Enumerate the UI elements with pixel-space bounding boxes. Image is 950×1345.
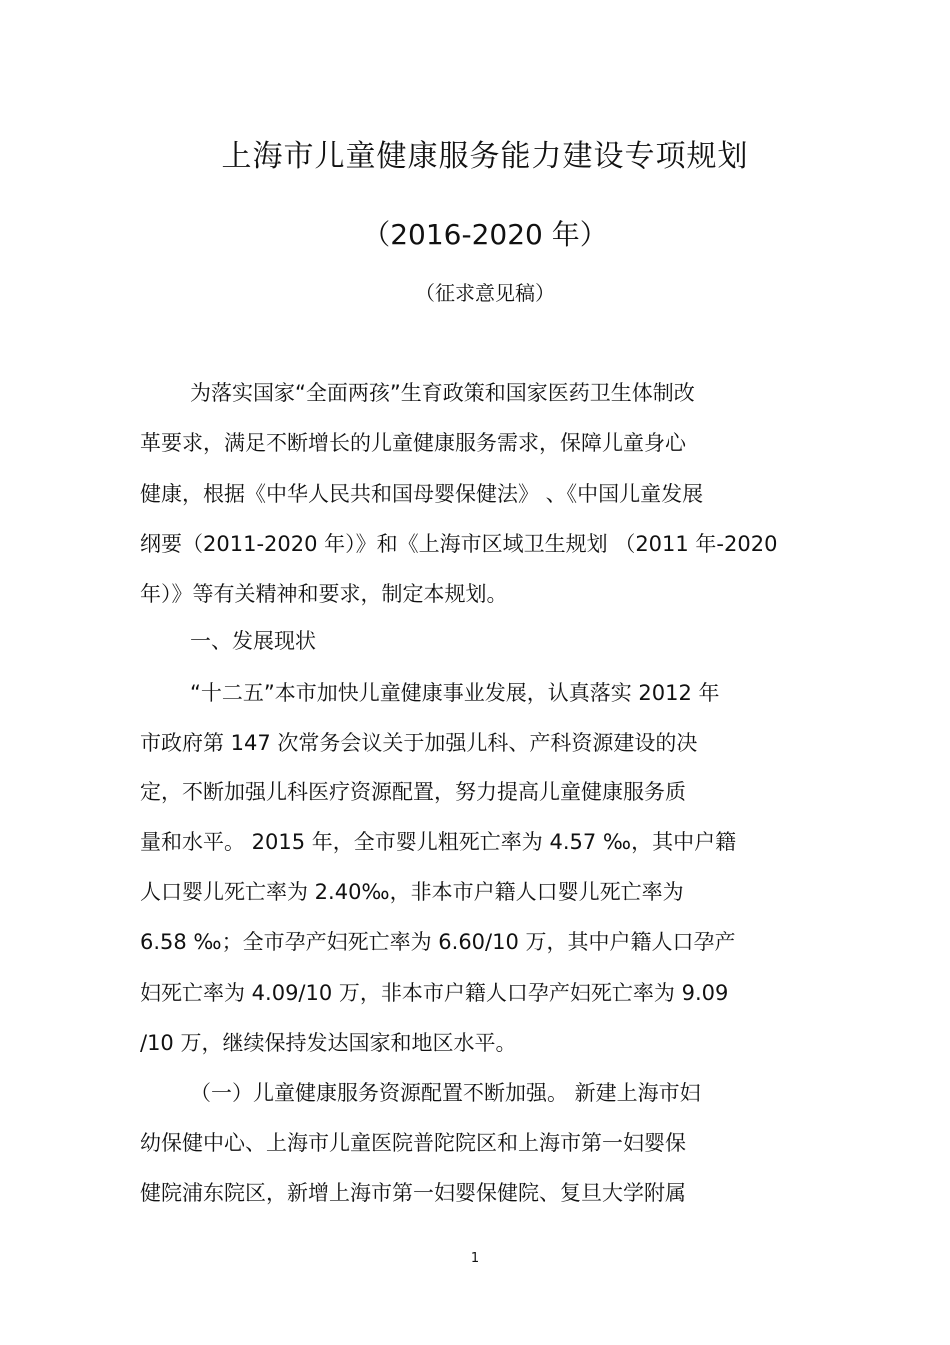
body-line: 人口婴儿死亡率为 2.40‰，非本市户籍人口婴儿死亡率为: [140, 880, 684, 904]
body-line: 量和水平。 2015 年，全市婴儿粗死亡率为 4.57 ‰，其中户籍: [140, 830, 737, 854]
body-line: 妇死亡率为 4.09/10 万，非本市户籍人口孕产妇死亡率为 9.09: [140, 981, 729, 1005]
subsection-heading-line: （一）儿童健康服务资源配置不断加强。 新建上海市妇: [190, 1081, 701, 1105]
section-heading: 一、发展现状: [190, 629, 316, 653]
body-line: /10 万，继续保持发达国家和地区水平。: [140, 1031, 517, 1055]
page-number: 1: [470, 1251, 480, 1266]
body-line: 革要求，满足不断增长的儿童健康服务需求，保障儿童身心: [140, 431, 686, 455]
body-line: 健院浦东院区，新增上海市第一妇婴保健院、复旦大学附属: [140, 1181, 686, 1205]
body-line: “十二五”本市加快儿童健康事业发展，认真落实 2012 年: [190, 681, 720, 705]
body-line: 市政府第 147 次常务会议关于加强儿科、产科资源建设的决: [140, 731, 698, 755]
body-line: 定，不断加强儿科医疗资源配置，努力提高儿童健康服务质: [140, 780, 686, 804]
body-line: 6.58 ‰；全市孕产妇死亡率为 6.60/10 万，其中户籍人口孕产: [140, 930, 736, 954]
body-line: 健康，根据《中华人民共和国母婴保健法》 、《中国儿童发展: [140, 482, 704, 506]
body-line: 幼保健中心、上海市儿童医院普陀院区和上海市第一妇婴保: [140, 1131, 686, 1155]
document-subtitle: （征求意见稿）: [415, 281, 555, 305]
document-title: 上海市儿童健康服务能力建设专项规划: [221, 139, 749, 174]
body-line: 为落实国家“全面两孩”生育政策和国家医药卫生体制改: [190, 381, 695, 405]
body-line: 年）》等有关精神和要求，制定本规划。: [140, 582, 508, 606]
document-title-years: （2016-2020 年）: [362, 218, 608, 251]
body-line: 纲要（2011-2020 年）》和《上海市区域卫生规划 （2011 年-2020: [140, 532, 778, 556]
